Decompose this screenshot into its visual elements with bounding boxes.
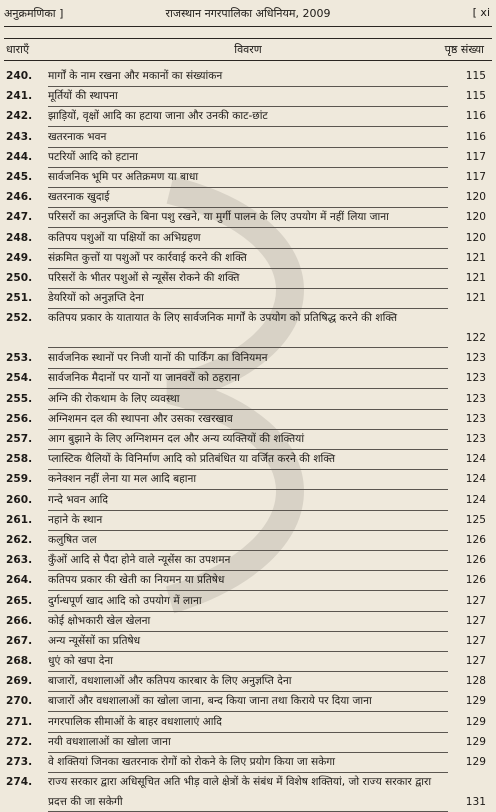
index-row (0, 631, 496, 651)
section-number: 268. (6, 655, 33, 668)
section-description: अग्नि की रोकथाम के लिए व्यवस्था (48, 389, 448, 410)
section-number: 248. (6, 231, 33, 244)
page-number: 126 (465, 554, 486, 567)
index-row (0, 691, 496, 711)
column-header-description: विवरण (234, 43, 262, 56)
section-description: परिसरों का अनुज्ञप्ति के बिना पशु रखने, या मुर्गी पालन के लिए उपयोग में नहीं लिया जाना (48, 207, 448, 228)
section-number: 244. (6, 150, 33, 163)
section-description: कलुषित जल (48, 530, 448, 551)
page-number: 123 (465, 392, 486, 405)
section-number: 272. (6, 735, 33, 748)
index-row (0, 469, 496, 489)
section-description: प्लास्टिक थैलियों के विनिर्माण आदि को प्रतिबंधित या वर्जित करने की शक्ति (48, 449, 448, 470)
page-number: 126 (465, 574, 486, 587)
page-number: 125 (465, 513, 486, 526)
section-number: 256. (6, 412, 33, 425)
index-row (0, 288, 496, 308)
index-row (0, 530, 496, 550)
index-row (0, 772, 496, 812)
page-number: 123 (465, 433, 486, 445)
section-description: दुर्गन्धपूर्ण खाद आदि को उपयोग में लाना (48, 591, 448, 612)
section-description: कुँओं आदि से पैदा होने वाले न्यूसेंस का उपशमन (48, 550, 448, 571)
section-number: 262. (6, 533, 33, 546)
page-number: 123 (465, 352, 486, 365)
section-number: 252. (6, 312, 33, 325)
section-number: 266. (6, 614, 33, 627)
page-number: 115 (465, 90, 486, 103)
index-row (0, 368, 496, 388)
column-header-bottom-rule (4, 60, 492, 61)
section-number: 240. (6, 70, 33, 82)
section-number: 261. (6, 513, 33, 526)
section-description: अन्य न्यूसेंसों का प्रतिषेध (48, 631, 448, 652)
index-row (0, 550, 496, 570)
page-number: 117 (465, 170, 486, 183)
page-number: 121 (465, 271, 486, 284)
page-number: 121 (465, 251, 486, 264)
column-header (0, 40, 496, 58)
index-row (0, 248, 496, 268)
section-description: कोई क्षोभकारी खेल खेलना (48, 611, 448, 632)
index-row (0, 732, 496, 752)
section-number: 253. (6, 352, 33, 365)
section-number: 269. (6, 675, 33, 688)
index-row (0, 591, 496, 611)
section-description: संक्रमित कुत्तों या पशुओं पर कार्रवाई करने की शक्ति (48, 248, 448, 269)
section-number: 243. (6, 130, 33, 143)
column-header-page: पृष्ठ संख्या (444, 43, 484, 56)
section-number: 247. (6, 211, 33, 224)
section-description: कतिपय प्रकार के यातायात के लिए सार्वजनिक मार्गों के उपयोग को प्रतिषिद्ध करने की शक्ति (48, 308, 448, 348)
section-description: मार्गों के नाम रखना और मकानों का संख्यांकन (48, 66, 448, 87)
index-row (0, 228, 496, 248)
section-description: नयी वधशालाओं का खोला जाना (48, 732, 448, 753)
page-number: 120 (465, 211, 486, 224)
section-description: आग बुझाने के लिए अग्निशमन दल और अन्य व्यक्तियों की शक्तियां (48, 429, 448, 450)
header-title: राजस्थान नगरपालिका अधिनियम, 2009 (165, 7, 331, 20)
page-number: 128 (465, 675, 486, 688)
section-number: 260. (6, 493, 33, 506)
section-description: सार्वजनिक भूमि पर अतिक्रमण या बाधा (48, 167, 448, 188)
section-number: 255. (6, 392, 33, 405)
index-row (0, 510, 496, 530)
page-number: 127 (465, 614, 486, 627)
section-description: कनेक्शन नहीं लेना या मल आदि बहाना (48, 469, 448, 490)
index-row (0, 429, 496, 449)
index-row (0, 449, 496, 469)
index-row (0, 86, 496, 106)
section-description: नगरपालिक सीमाओं के बाहर वधशालाएं आदि (48, 712, 448, 733)
page-number: 129 (465, 756, 486, 768)
section-description: खतरनाक खुदाई (48, 187, 448, 208)
section-description: बाजारों और वधशालाओं का खोला जाना, बन्द किया जाना तथा किराये पर दिया जाना (48, 691, 448, 712)
section-number: 258. (6, 453, 33, 466)
page-number: 131 (465, 796, 486, 809)
column-header-top-rule (4, 38, 492, 39)
section-number: 251. (6, 292, 33, 305)
header-section-label: अनुक्रमणिका ] (4, 7, 64, 20)
section-description: बाजारों, वधशालाओं और कतिपय कारबार के लिए अनुज्ञप्ति देना (48, 671, 448, 692)
page-number: 129 (465, 715, 486, 728)
section-number: 264. (6, 574, 33, 587)
index-row (0, 147, 496, 167)
section-description: झाड़ियों, वृक्षों आदि का हटाया जाना और उनकी काट-छांट (48, 106, 448, 127)
section-number: 267. (6, 634, 33, 647)
section-number: 245. (6, 170, 33, 183)
page-number: 115 (465, 70, 486, 82)
section-number: 263. (6, 554, 33, 567)
column-header-section: धाराएँ (6, 43, 30, 56)
section-description: मूर्तियों की स्थापना (48, 86, 448, 107)
page-number: 127 (465, 594, 486, 607)
index-row (0, 611, 496, 631)
index-row (0, 207, 496, 227)
page-number: 127 (465, 634, 486, 647)
page-number: 129 (465, 735, 486, 748)
page-number: 116 (465, 110, 486, 123)
section-description: सार्वजनिक स्थानों पर निजी यानों की पार्किंग का विनियमन (48, 348, 448, 369)
section-number: 249. (6, 251, 33, 264)
header-rule (4, 26, 492, 27)
section-number: 273. (6, 756, 33, 768)
page-number: 123 (465, 372, 486, 385)
section-number: 270. (6, 695, 33, 708)
section-description: डेयरियों को अनुज्ञप्ति देना (48, 288, 448, 309)
index-row (0, 127, 496, 147)
page-number: 129 (465, 695, 486, 708)
section-description: सार्वजनिक मैदानों पर यानों या जानवरों को ठहराना (48, 368, 448, 389)
section-description: परिसरों के भीतर पशुओं से न्यूसेंस रोकने की शक्ति (48, 268, 448, 289)
index-row (0, 167, 496, 187)
section-number: 242. (6, 110, 33, 123)
index-row (0, 671, 496, 691)
page-number: 124 (465, 473, 486, 486)
section-number: 246. (6, 191, 33, 204)
page-number: 124 (465, 493, 486, 506)
page-header (0, 0, 496, 26)
section-description: राज्य सरकार द्वारा अधिसूचित अति भीड़ वाले क्षेत्रों के संबंध में विशेष शक्तियां, जो राज्य सरकार द्वारा प्रदत्त की जा सकेगी (48, 772, 448, 812)
index-row (0, 651, 496, 671)
section-description: खतरनाक भवन (48, 127, 448, 148)
section-number: 271. (6, 715, 33, 728)
index-row (0, 66, 496, 86)
section-description: नहाने के स्थान (48, 510, 448, 531)
index-row (0, 187, 496, 207)
section-description: कतिपय पशुओं या पक्षियों का अभिग्रहण (48, 228, 448, 249)
page-number: 122 (465, 332, 486, 345)
section-number: 257. (6, 433, 33, 445)
section-description: धुएं को खपा देना (48, 651, 448, 672)
section-number: 274. (6, 776, 33, 789)
index-table (0, 66, 496, 812)
page-number: 120 (465, 191, 486, 204)
index-row (0, 490, 496, 510)
index-row (0, 752, 496, 772)
index-row (0, 409, 496, 429)
section-number: 254. (6, 372, 33, 385)
section-number: 241. (6, 90, 33, 103)
section-description: पटरियों आदि को हटाना (48, 147, 448, 168)
index-row (0, 308, 496, 348)
page-number: 127 (465, 655, 486, 668)
index-row (0, 389, 496, 409)
index-row (0, 712, 496, 732)
section-number: 259. (6, 473, 33, 486)
page-number: 124 (465, 453, 486, 466)
section-description: कतिपय प्रकार की खेती का नियमन या प्रतिषेध (48, 570, 448, 591)
page-number: 120 (465, 231, 486, 244)
page-number: 121 (465, 292, 486, 305)
page-number: 126 (465, 533, 486, 546)
page-number: 117 (465, 150, 486, 163)
page-number: 116 (465, 130, 486, 143)
index-row (0, 570, 496, 590)
section-description: वे शक्तियां जिनका खतरनाक रोगों को रोकने के लिए प्रयोग किया जा सकेगा (48, 752, 448, 773)
index-row (0, 106, 496, 126)
page-number: 123 (465, 412, 486, 425)
index-row (0, 268, 496, 288)
section-number: 250. (6, 271, 33, 284)
section-description: गन्दे भवन आदि (48, 490, 448, 511)
section-number: 265. (6, 594, 33, 607)
section-description: अग्निशमन दल की स्थापना और उसका रखरखाव (48, 409, 448, 430)
header-page-number: [ xi (472, 6, 490, 19)
index-row (0, 348, 496, 368)
